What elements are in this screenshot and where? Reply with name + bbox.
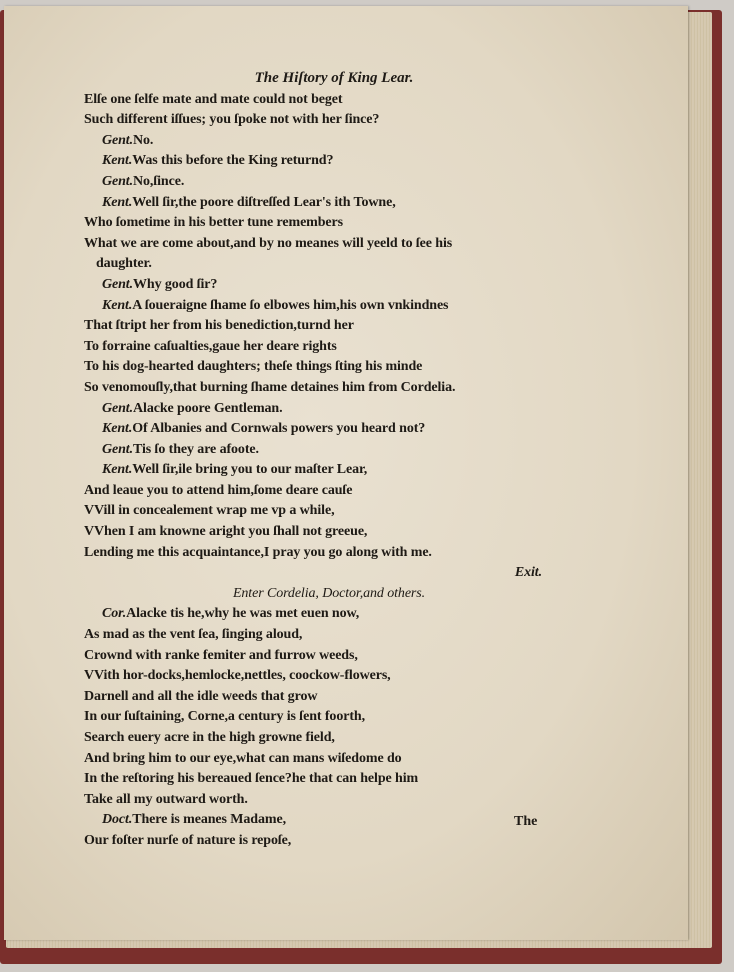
wrapped-line: daughter. — [96, 256, 152, 272]
speaker-prefix: Kent. — [102, 153, 133, 169]
speech-line — [84, 810, 554, 831]
verse-line: And bring him to our eye,what can mans wiſedome do — [84, 750, 402, 766]
speaker-prefix: Gent. — [102, 173, 134, 189]
speech-line — [84, 296, 554, 317]
speech-text: No,ſince. — [133, 173, 185, 189]
verse-line: VVith hor-docks,hemlocke,nettles, coockow-flowers, — [84, 668, 391, 684]
speech-text: Alacke tis he,why he was met euen now, — [126, 606, 360, 622]
verse-line: Such different iſſues; you ſpoke not with her ſince? — [84, 112, 380, 128]
speech-text: Well ſir,ile bring you to our maſter Lear, — [132, 462, 368, 478]
speaker-prefix: Doct. — [102, 812, 133, 828]
stage-direction-enter: Enter Cordelia, Doctor,and others. — [232, 585, 426, 601]
verse-line: To his dog-hearted daughters; theſe things ſting his minde — [84, 359, 423, 375]
speech-line — [84, 440, 554, 461]
speech-line — [84, 131, 554, 152]
verse-line: Lending me this acquaintance,I pray you go along with me. — [84, 544, 432, 560]
speech-line — [84, 460, 554, 481]
verse-line: VVill in concealement wrap me vp a while, — [84, 503, 335, 519]
text-block — [84, 68, 554, 852]
verse-line: Elſe one ſelfe mate and mate could not beget — [84, 91, 343, 107]
speaker-prefix: Kent. — [102, 462, 133, 478]
verse-line: So venomouſly,that burning ſhame detaines him from Cordelia. — [84, 379, 456, 395]
stage-direction-exit: Exit. — [514, 565, 542, 581]
speaker-prefix: Kent. — [102, 421, 133, 437]
speech-line — [84, 172, 554, 193]
speech-line — [84, 193, 554, 214]
speech-text: There is meanes Madame, — [132, 812, 286, 828]
speaker-prefix: Gent. — [102, 441, 134, 457]
book-page — [4, 6, 688, 940]
verse-line: To forraine caſualties,gaue her deare rights — [84, 338, 337, 354]
speech-text: Alacke poore Gentleman. — [133, 400, 283, 416]
speaker-prefix: Gent. — [102, 276, 134, 292]
verse-line: Crownd with ranke femiter and furrow weeds, — [84, 647, 358, 663]
speech-text: A ſoueraigne ſhame ſo elbowes him,his own vnkindnes — [132, 297, 449, 313]
verse-line: Darnell and all the idle weeds that grow — [84, 688, 318, 704]
verse-line: In our ſuſtaining, Corne,a century is ſent foorth, — [84, 709, 365, 725]
speech-text: Of Albanies and Cornwals powers you heard not? — [132, 421, 426, 437]
speech-text: Well ſir,the poore diſtreſſed Lear's ith Towne, — [132, 194, 396, 210]
speech-text: Why good ſir? — [133, 276, 218, 292]
speech-text: Was this before the King returnd? — [132, 153, 334, 169]
verse-line: What we are come about,and by no meanes will yeeld to ſee his — [84, 235, 453, 251]
speaker-prefix: Kent. — [102, 194, 133, 210]
speech-line — [84, 275, 554, 296]
speech-text: No. — [133, 132, 154, 148]
verse-line: As mad as the vent ſea, ſinging aloud, — [84, 627, 303, 643]
speech-line — [84, 419, 554, 440]
speech-text: Tis ſo they are afoote. — [133, 441, 259, 457]
play-text — [84, 90, 554, 852]
speech-line — [84, 604, 554, 625]
verse-line: Search euery acre in the high growne field, — [84, 730, 335, 745]
speech-line — [84, 399, 554, 420]
speaker-prefix: Gent. — [102, 400, 134, 416]
speaker-prefix: Gent. — [102, 132, 134, 148]
verse-line: In the reſtoring his bereaued ſence?he that can helpe him — [84, 771, 419, 787]
speech-line — [84, 151, 554, 172]
verse-line: Who ſometime in his better tune remembers — [84, 215, 344, 231]
speaker-prefix: Kent. — [102, 297, 133, 313]
verse-line: Take all my outward worth. — [84, 791, 248, 807]
verse-line: That ſtript her from his benediction,turnd her — [84, 318, 354, 334]
verse-line: VVhen I am knowne aright you ſhall not greeue, — [84, 524, 368, 540]
running-head: The Hiſtory of King Lear. — [254, 70, 414, 86]
verse-line: And leaue you to attend him,ſome deare cauſe — [84, 482, 353, 498]
verse-line: Our foſter nurſe of nature is repoſe, — [84, 832, 292, 848]
catchword: The — [514, 814, 538, 829]
speaker-prefix: Cor. — [102, 606, 127, 622]
